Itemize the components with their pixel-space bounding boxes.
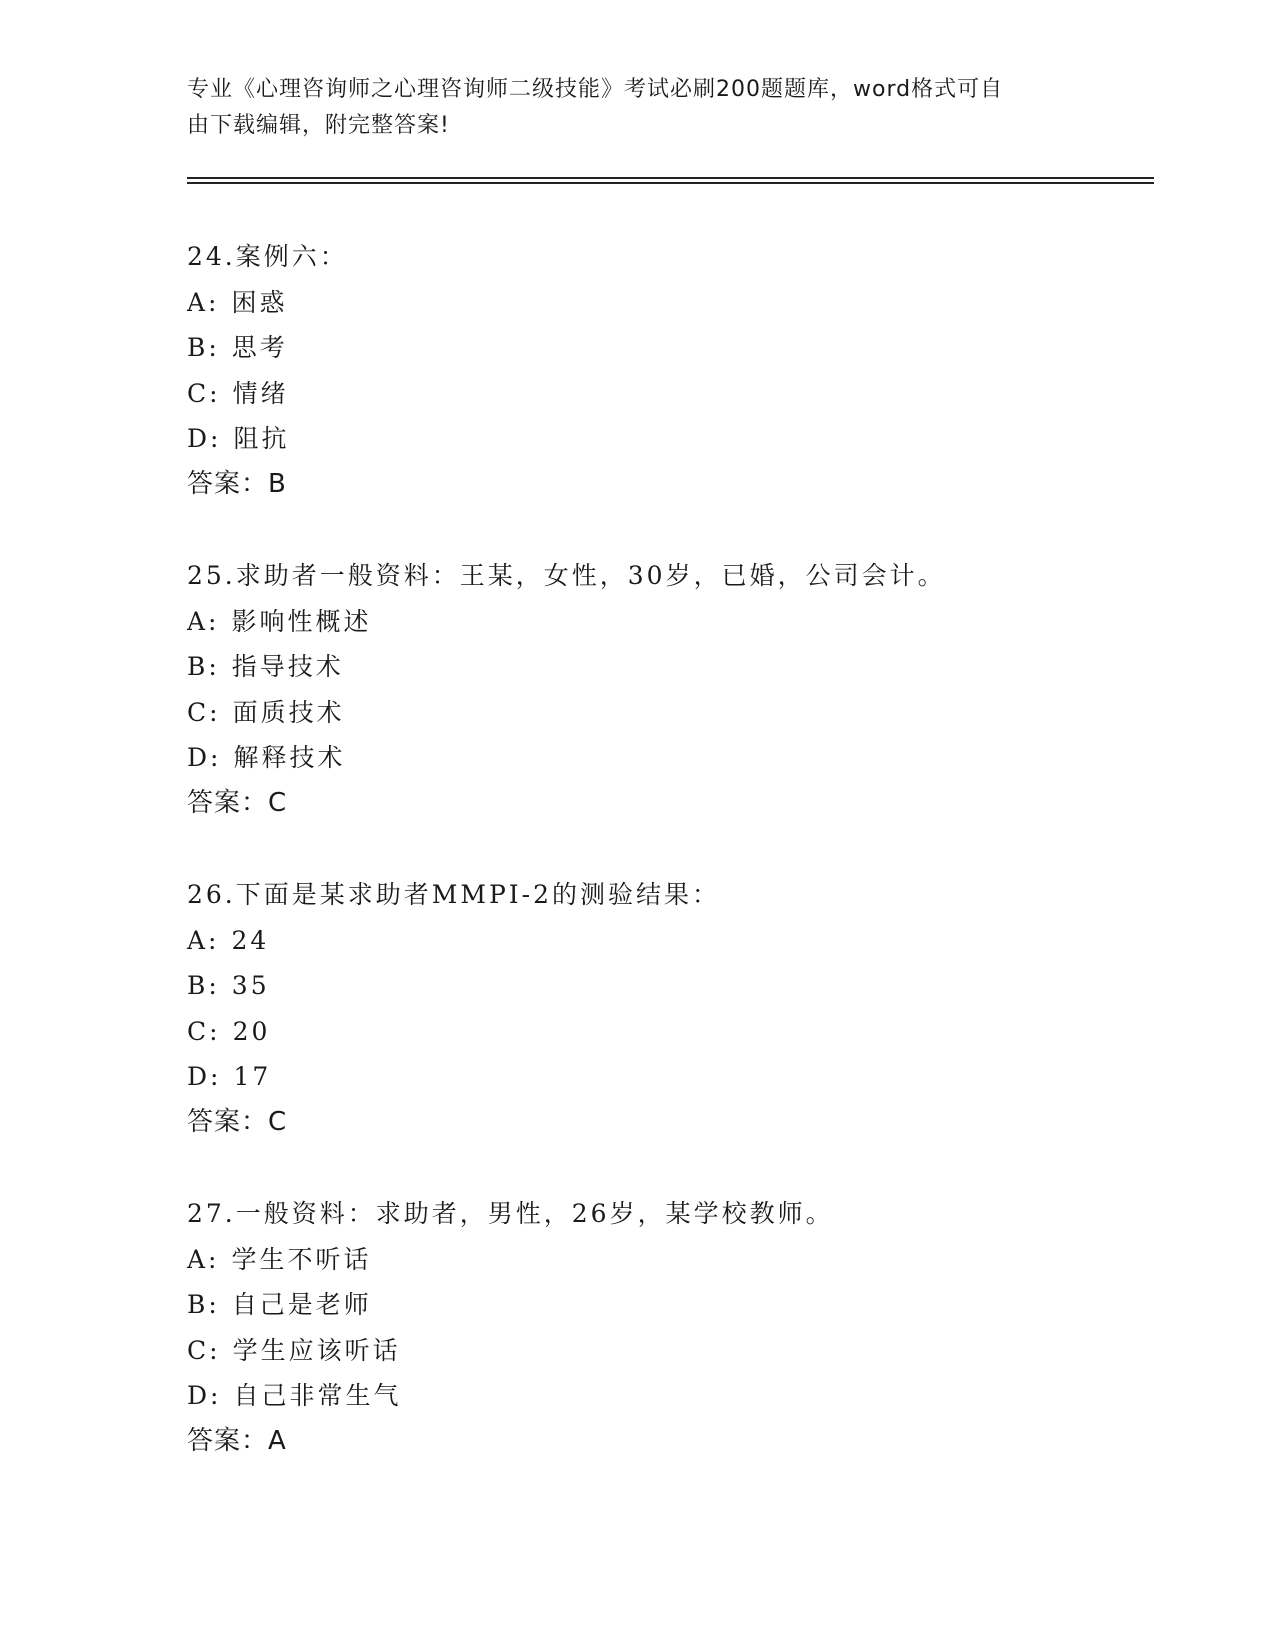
option-label: D: [187, 1062, 222, 1091]
option-text: 困惑 [231, 287, 288, 317]
option-label: D: [187, 424, 222, 453]
option-label: A: [187, 925, 220, 955]
option-label: C: [187, 697, 221, 727]
question-25 [187, 553, 1137, 826]
option-text: 阻抗 [233, 424, 290, 453]
option-label: B: [187, 652, 220, 681]
option-text: 17 [233, 1062, 272, 1091]
header-divider-top [187, 177, 1154, 179]
option-d [187, 416, 1137, 462]
option-d [187, 1054, 1137, 1100]
option-text: 面质技术 [232, 697, 345, 727]
option-text: 思考 [231, 333, 288, 362]
option-text: 学生应该听话 [232, 1335, 401, 1365]
option-label: D: [187, 1381, 222, 1410]
option-d [187, 1373, 1137, 1419]
answer: 答案：B [187, 468, 287, 499]
option-c [187, 1328, 1137, 1374]
option-text: 情绪 [232, 378, 289, 408]
option-text: 自己是老师 [231, 1290, 372, 1319]
option-b [187, 644, 1137, 690]
option-b [187, 325, 1137, 371]
option-label: B: [187, 1290, 220, 1319]
option-b [187, 963, 1137, 1009]
option-label: A: [187, 606, 220, 636]
option-c [187, 690, 1137, 736]
header-line-2: 由下载编辑，附完整答案! [187, 113, 450, 138]
option-text: 24 [231, 925, 270, 955]
option-c [187, 371, 1137, 417]
option-text: 20 [232, 1016, 271, 1046]
option-text: 自己非常生气 [233, 1381, 402, 1410]
option-a [187, 280, 1137, 326]
option-label: C: [187, 378, 221, 408]
option-label: A: [187, 287, 220, 317]
option-d [187, 735, 1137, 781]
document-header [187, 72, 1087, 144]
option-label: D: [187, 743, 222, 772]
option-a [187, 1237, 1137, 1283]
question-stem: 25.求助者一般资料：王某，女性，30岁，已婚，公司会计。 [187, 561, 946, 590]
option-label: C: [187, 1016, 221, 1046]
header-line-1: 专业《心理咨询师之心理咨询师二级技能》考试必刷200题题库，word格式可自 [187, 77, 1004, 102]
question-26 [187, 872, 1137, 1145]
option-text: 解释技术 [233, 743, 346, 772]
option-label: A: [187, 1244, 220, 1274]
option-label: C: [187, 1335, 221, 1365]
option-text: 指导技术 [231, 652, 344, 681]
answer: 答案：C [187, 787, 288, 818]
question-stem: 24.案例六： [187, 242, 348, 271]
question-27 [187, 1191, 1137, 1464]
option-a [187, 599, 1137, 645]
question-24 [187, 234, 1137, 507]
option-text: 影响性概述 [231, 606, 372, 636]
option-text: 35 [231, 971, 270, 1000]
option-label: B: [187, 333, 220, 362]
answer: 答案：C [187, 1106, 288, 1137]
answer: 答案：A [187, 1425, 287, 1456]
question-stem: 26.下面是某求助者MMPI-2的测验结果： [187, 880, 721, 909]
option-a [187, 918, 1137, 964]
question-stem: 27.一般资料：求助者，男性，26岁，某学校教师。 [187, 1199, 834, 1228]
option-c [187, 1009, 1137, 1055]
option-b [187, 1282, 1137, 1328]
option-text: 学生不听话 [231, 1244, 372, 1274]
option-label: B: [187, 971, 220, 1000]
header-divider-bottom [187, 182, 1154, 184]
